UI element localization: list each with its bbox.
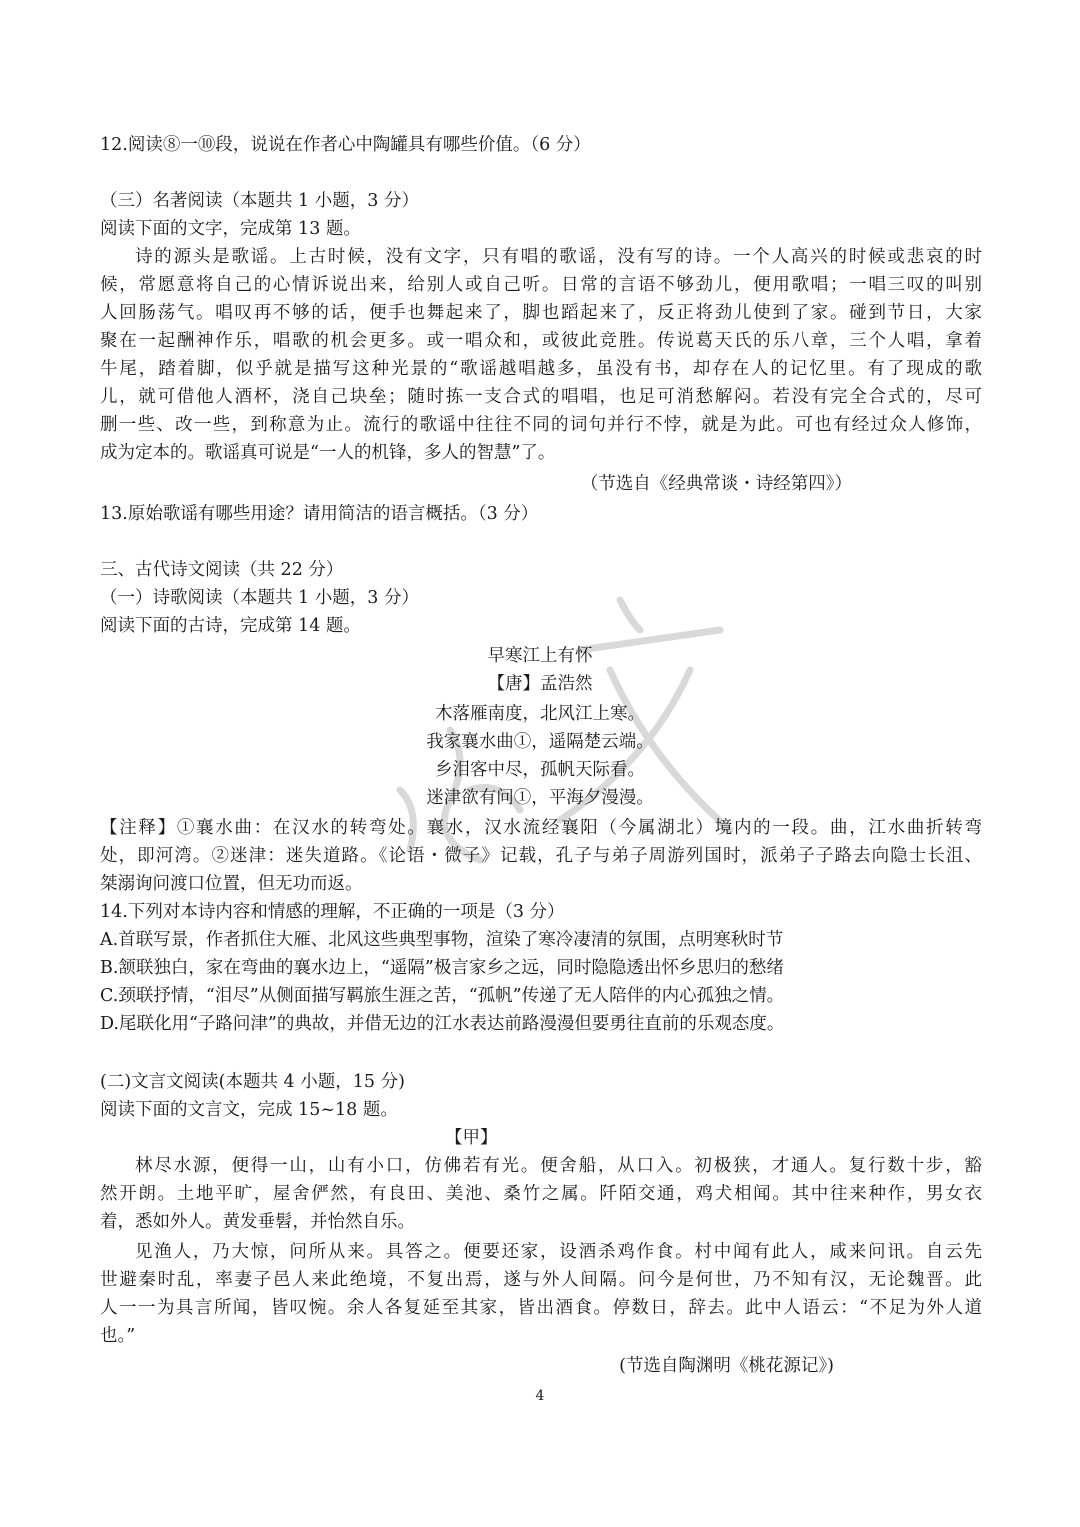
classical-line: 然开朗。土地平旷，屋舍俨然，有良田、美池、桑竹之属。阡陌交通，鸡犬相闻。其中往来种作，男女衣 <box>100 1184 982 1204</box>
paragraph-line: 成为定本的。歌谣真可说是“一人的机锋，多人的智慧”了。 <box>100 443 556 463</box>
section-3-heading: （三）名著阅读（本题共 1 小题，3 分） <box>100 191 419 211</box>
question-14-stem: 14.下列对本诗内容和情感的理解，不正确的一项是（3 分） <box>100 902 565 922</box>
classical-line: 人一一为具言所闻，皆叹惋。余人各复延至其家，皆出酒食。停数日，辞去。此中人语云：“不足为外人道 <box>100 1298 982 1318</box>
paragraph-line: 候，常愿意将自己的心情诉说出来，给别人或自己听。日常的言语不够劲儿，便用歌唱；一唱三叹的叫别 <box>100 275 982 295</box>
paragraph-line: 人回肠荡气。唱叹再不够的话，便手也舞起来了，脚也蹈起来了，反正将劲儿使到了家。碰到节日，大家 <box>100 303 982 323</box>
poem-title: 早寒江上有怀 <box>487 646 593 666</box>
option-c: C.颈联抒情，“泪尽”从侧面描写羁旅生涯之苦，“孤帆”传递了无人陪伴的内心孤独之情。 <box>100 986 785 1006</box>
poem-line: 木落雁南度，北风江上寒。 <box>435 704 645 724</box>
source-citation: （节选自《经典常谈・诗经第四》） <box>580 474 852 494</box>
classical-line: 着，悉如外人。黄发垂髫，并怡然自乐。 <box>100 1212 415 1232</box>
poetry-section-heading: （一）诗歌阅读（本题共 1 小题，3 分） <box>100 588 419 608</box>
option-d: D.尾联化用“子路问津”的典故，并借无边的江水表达前路漫漫但要勇往直前的乐观态度。 <box>100 1014 785 1034</box>
notes-line: 桀溺询问渡口位置，但无功而返。 <box>100 874 363 894</box>
question-12: 12.阅读⑧一⑩段，说说在作者心中陶罐具有哪些价值。（6 分） <box>100 135 591 155</box>
question-13: 13.原始歌谣有哪些用途？请用简洁的语言概括。（3 分） <box>100 504 539 524</box>
poem-line: 迷津欲有问①，平海夕漫漫。 <box>426 788 654 808</box>
paragraph-line: 牛尾，踏着脚，似乎就是描写这种光景的“歌谣越唱越多，虽没有书，却存在人的记忆里。有了现成的歌 <box>100 359 982 379</box>
classical-line: 世避秦时乱，率妻子邑人来此绝境，不复出焉，遂与外人间隔。问今是何世，乃不知有汉，无论魏晋。此 <box>100 1270 982 1290</box>
classical-line: 林尽水源，便得一山，山有小口，仿佛若有光。便舍船，从口入。初极狭，才通人。复行数十步，豁 <box>135 1156 982 1176</box>
classical-source: (节选自陶渊明《桃花源记》) <box>619 1356 834 1376</box>
jia-label: 【甲】 <box>445 1128 498 1148</box>
poem-author: 【唐】孟浩然 <box>487 674 593 694</box>
paragraph-line: 聚在一起酬神作乐，唱歌的机会更多。或一唱众和，或彼此竞胜。传说葛天氏的乐八章，三个人唱，拿着 <box>100 331 982 351</box>
classical-section-heading: (二)文言文阅读(本题共 4 小题，15 分) <box>100 1072 405 1092</box>
option-b: B.颔联独白，家在弯曲的襄水边上，“遥隔”极言家乡之远，同时隐隐透出怀乡思归的愁绪 <box>100 958 784 978</box>
notes-line: 处，即河湾。②迷津：迷失道路。《论语・微子》记载，孔子与弟子周游列国时，派弟子子路去向隐士长沮、 <box>100 846 982 866</box>
section-3-instruction: 阅读下面的文字，完成第 13 题。 <box>100 219 361 239</box>
classical-instruction: 阅读下面的文言文，完成 15~18 题。 <box>100 1100 398 1120</box>
classical-line: 见渔人，乃大惊，问所从来。具答之。便要还家，设酒杀鸡作食。村中闻有此人，咸来问讯。自云先 <box>135 1242 982 1262</box>
poem-line: 我家襄水曲①，遥隔楚云端。 <box>426 732 654 752</box>
poem-line: 乡泪客中尽，孤帆天际看。 <box>435 760 645 780</box>
notes-line: 【注释】①襄水曲：在汉水的转弯处。襄水，汉水流经襄阳（今属湖北）境内的一段。曲，江水曲折转弯 <box>100 818 982 838</box>
paragraph-line: 删一些、改一些，到称意为止。流行的歌谣中往往不同的词句并行不悖，就是为此。可也有经过众人修饰， <box>100 415 982 435</box>
option-a: A.首联写景，作者抓住大雁、北风这些典型事物，渲染了寒冷凄清的氛围，点明寒秋时节 <box>100 930 784 950</box>
part-3-heading: 三、古代诗文阅读（共 22 分） <box>100 560 344 580</box>
classical-line: 也。” <box>100 1326 136 1346</box>
poetry-instruction: 阅读下面的古诗，完成第 14 题。 <box>100 616 361 636</box>
paragraph-line: 儿，就可借他人酒杯，浇自己块垒；随时拣一支合式的唱唱，也足可消愁解闷。若没有完全合式的，尽可 <box>100 387 982 407</box>
page-number: 4 <box>535 1388 545 1404</box>
paragraph-line: 诗的源头是歌谣。上古时候，没有文字，只有唱的歌谣，没有写的诗。一个人高兴的时候或悲哀的时 <box>135 247 982 267</box>
